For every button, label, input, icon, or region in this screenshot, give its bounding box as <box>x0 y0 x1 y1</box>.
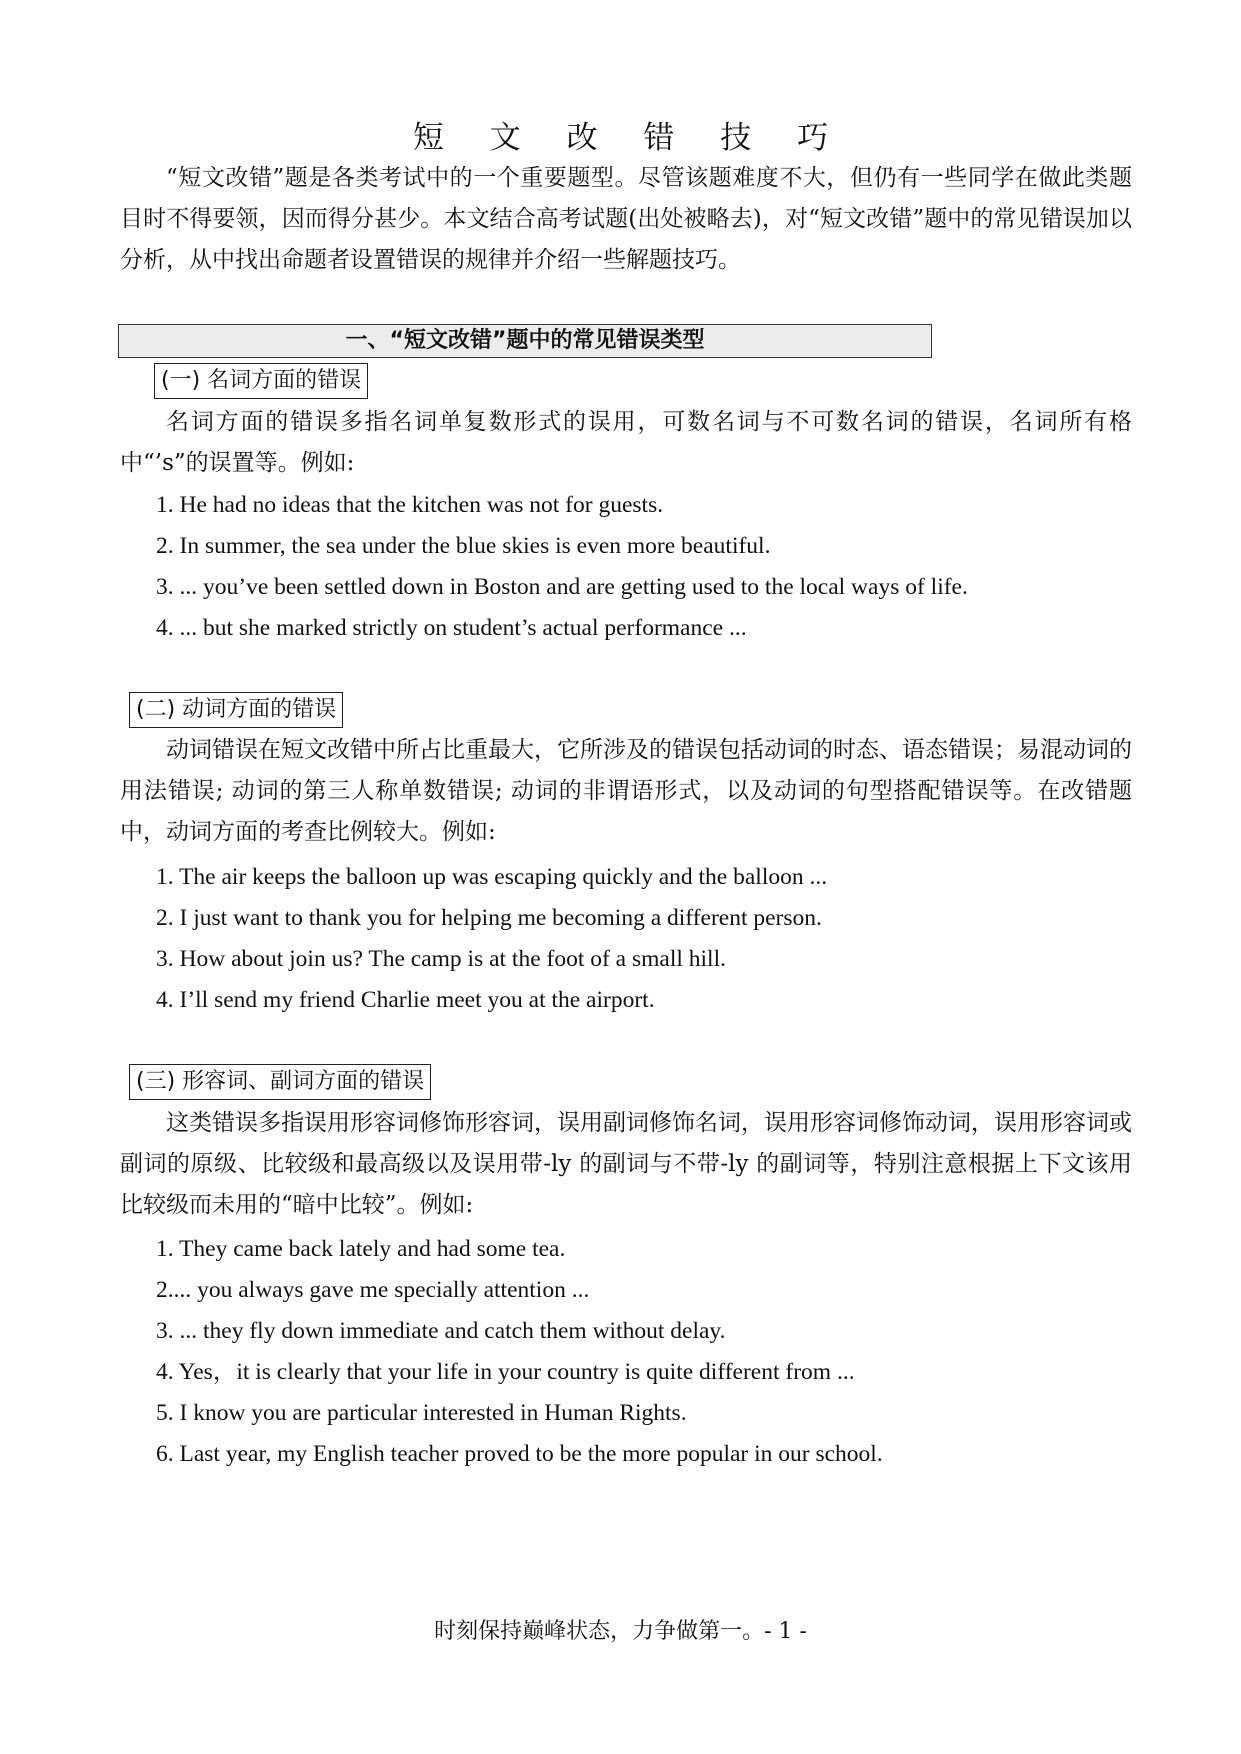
example-item: 2. I just want to thank you for helping me becoming a different person. <box>156 905 822 931</box>
example-item: 6. Last year, my English teacher proved to be the more popular in our school. <box>156 1441 883 1467</box>
example-item: 4. I’ll send my friend Charlie meet you at the airport. <box>156 987 655 1013</box>
example-item: 3. How about join us? The camp is at the foot of a small hill. <box>156 946 726 972</box>
nouns-description: 名词方面的错误多指名词单复数形式的误用，可数名词与不可数名词的错误，名词所有格中“’s”的误置等。例如: <box>120 409 1132 476</box>
verbs-description: 动词错误在短文改错中所占比重最大，它所涉及的错误包括动词的时态、语态错误；易混动词的用法错误; 动词的第三人称单数错误; 动词的非谓语形式，以及动词的句型搭配错误等。在改错题中，动词方面的考查比例较大。例如: <box>120 737 1132 845</box>
example-item: 2. In summer, the sea under the blue skies is even more beautiful. <box>156 533 771 559</box>
example-item: 1. The air keeps the balloon up was escaping quickly and the balloon ... <box>156 864 828 890</box>
adjectives-description: 这类错误多指误用形容词修饰形容词，误用副词修饰名词，误用形容词修饰动词，误用形容词或副词的原级、比较级和最高级以及误用带-ly 的副词与不带-ly 的副词等，特别注意根据上下文该用比较级而未用的“暗中比较”。例如: <box>120 1110 1132 1218</box>
page-title: 短 文 改 错 技 巧 <box>412 120 847 156</box>
example-item: 5. I know you are particular interested in Human Rights. <box>156 1400 687 1426</box>
example-item: 4. ... but she marked strictly on student’s actual performance ... <box>156 615 747 641</box>
subheading-nouns: (一) 名词方面的错误 <box>154 363 368 399</box>
example-item: 3. ... they fly down immediate and catch them without delay. <box>156 1318 726 1344</box>
subheading-verbs: (二) 动词方面的错误 <box>129 692 343 728</box>
example-item: 1. They came back lately and had some tea. <box>156 1236 566 1262</box>
example-item: 1. He had no ideas that the kitchen was not for guests. <box>156 492 664 518</box>
page-footer: 时刻保持巅峰状态，力争做第一。- 1 - <box>434 1619 807 1644</box>
subheading-adjectives-adverbs: (三) 形容词、副词方面的错误 <box>129 1064 431 1100</box>
example-item: 2.... you always gave me specially attention ... <box>156 1277 590 1303</box>
example-item: 3. ... you’ve been settled down in Boston and are getting used to the local ways of life. <box>156 574 968 600</box>
example-item: 4. Yes，it is clearly that your life in your country is quite different from ... <box>156 1359 855 1385</box>
section-heading: 一、“短文改错”题中的常见错误类型 <box>118 324 932 358</box>
intro-paragraph: “短文改错”题是各类考试中的一个重要题型。尽管该题难度不大，但仍有一些同学在做此类题目时不得要领，因而得分甚少。本文结合高考试题(出处被略去)，对“短文改错”题中的常见错误加以分析，从中找出命题者设置错误的规律并介绍一些解题技巧。 <box>120 165 1132 273</box>
